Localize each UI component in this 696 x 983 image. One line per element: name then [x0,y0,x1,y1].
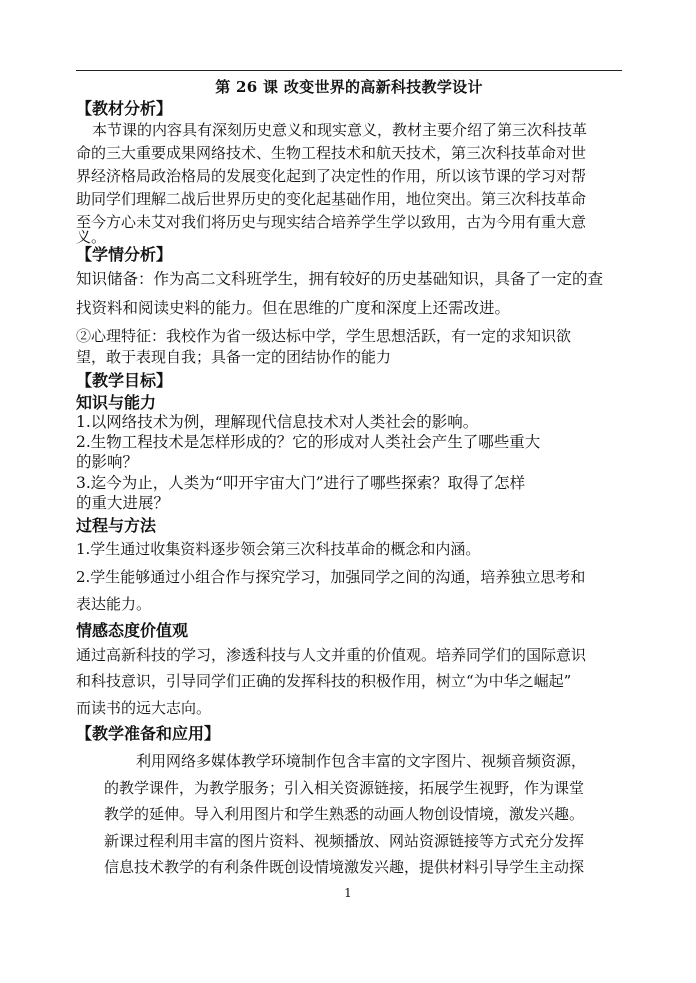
page-number: 1 [344,886,352,900]
values-line: 和科技意识，引导同学们正确的发挥科技的积极作用，树立“为中华之崛起” [76,672,572,690]
prep-line: 教学的延伸。导入利用图片和学生熟悉的动画人物创设情境，激发兴趣。 [104,805,585,823]
heading-student-analysis: 【学情分析】 [76,245,173,264]
knowledge-line: 2.生物工程技术是怎样形成的？它的形成对人类社会产生了哪些重大 [76,433,541,451]
analysis-line: 本节课的内容具有深刻历史意义和现实意义，教材主要介绍了第三次科技革 [92,121,588,139]
analysis-line: 至今方心未艾对我们将历史与现实结合培养学生学以致用，古为今用有重大意 [76,213,587,231]
subheading-knowledge-ability: 知识与能力 [76,393,157,412]
process-line: 1.学生通过收集资料逐步领会第三次科技革命的概念和内涵。 [76,540,481,558]
header-rule [76,70,622,71]
process-line: 表达能力。 [76,595,152,613]
values-line: 而读书的远大志向。 [76,699,212,717]
prep-line: 新课过程利用丰富的图片资料、视频播放、网站资源链接等方式充分发挥 [104,832,585,850]
prep-line: 的教学课件，为教学服务；引入相关资源链接，拓展学生视野，作为课堂 [104,779,585,797]
analysis-line: 义。 [76,228,107,246]
analysis-line: 命的三大重要成果网络技术、生物工程技术和航天技术，第三次科技革命对世 [76,144,587,162]
knowledge-line: 的重大进展？ [76,494,170,512]
subheading-values: 情感态度价值观 [76,621,189,640]
heading-preparation: 【教学准备和应用】 [76,724,221,743]
knowledge-line: 的影响？ [76,453,139,471]
subheading-process-method: 过程与方法 [76,516,157,535]
students-line: 找资料和阅读史料的能力。但在思维的广度和深度上还需改进。 [76,299,511,317]
page-title: 第 26 课 改变世界的高新科技教学设计 [215,78,483,96]
students-line: ②心理特征：我校作为省一级达标中学，学生思想活跃，有一定的求知识欲 [76,327,572,345]
students-line: 知识储备：作为高二文科班学生，拥有较好的历史基础知识，具备了一定的查 [76,270,604,288]
prep-line: 信息技术教学的有利条件既创设情境激发兴趣，提供材料引导学生主动探 [104,858,585,876]
values-line: 通过高新科技的学习，渗透科技与人文并重的价值观。培养同学们的国际意识 [76,646,587,664]
heading-teaching-goals: 【教学目标】 [76,371,173,390]
knowledge-line: 1.以网络技术为例，理解现代信息技术对人类社会的影响。 [76,413,479,431]
knowledge-line: 3.迄今为止，人类为“叩开宇宙大门”进行了哪些探索？取得了怎样 [76,474,526,492]
students-line: 望，敢于表现自我；具备一定的团结协作的能力 [76,348,392,366]
process-line: 2.学生能够通过小组合作与探究学习，加强同学之间的沟通，培养独立思考和 [76,568,586,586]
prep-line: 利用网络多媒体教学环境制作包含丰富的文字图片、视频音频资源， [136,752,587,770]
analysis-line: 界经济格局政治格局的发展变化起到了决定性的作用，所以该节课的学习对帮 [76,167,587,185]
analysis-line: 助同学们理解二战后世界历史的变化起基础作用，地位突出。第三次科技革命 [76,190,587,208]
heading-material-analysis: 【教材分析】 [76,99,173,118]
